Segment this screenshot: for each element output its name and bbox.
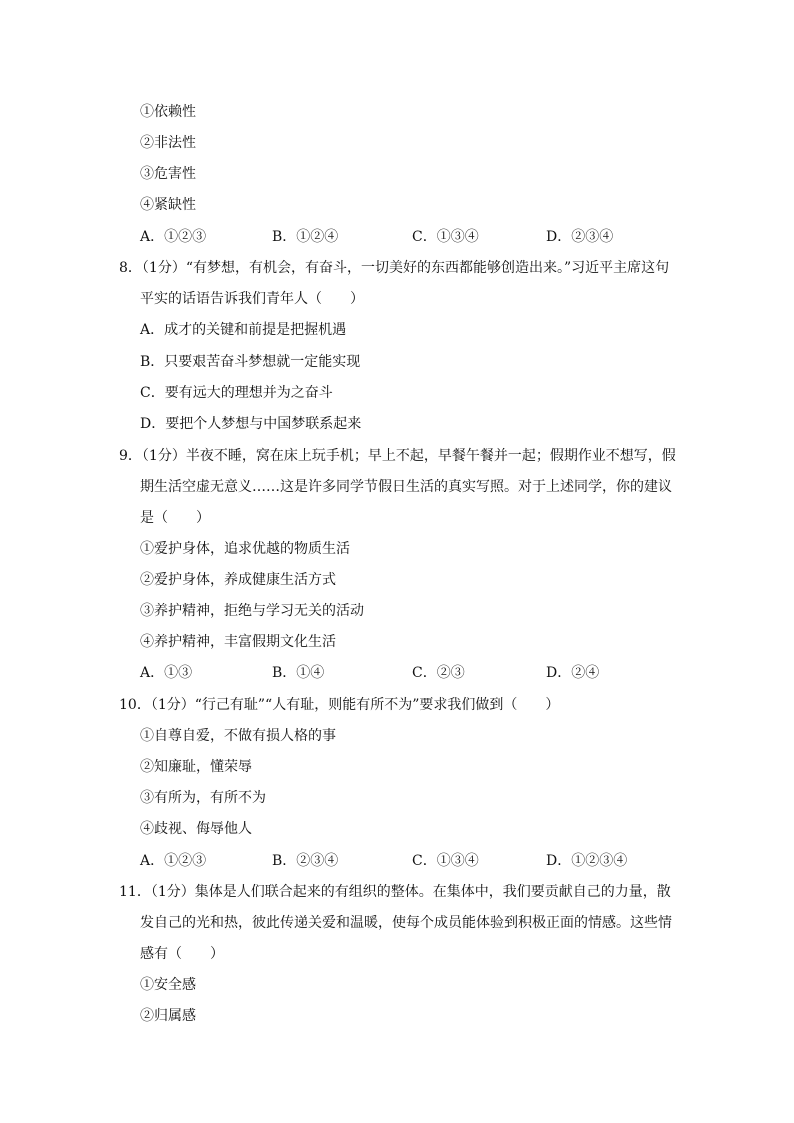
q11-stem-line-3: 感有（ ）	[140, 946, 224, 962]
q8-choice-d: D．要把个人梦想与中国梦联系起来	[140, 416, 362, 432]
q10-stem-line-1: 10．（1分）“行己有耻”“人有耻，则能有所不为”要求我们做到（ ）	[119, 697, 560, 713]
q7-option-a: A．①②③	[140, 229, 207, 245]
q9-option-b: B．①④	[272, 665, 325, 681]
q10-item-1: ①自尊自爱，不做有损人格的事	[140, 728, 336, 744]
q7-item-3: ③危害性	[140, 166, 196, 182]
q11-item-2: ②归属感	[140, 1008, 196, 1024]
q7-option-c: C．①③④	[412, 229, 479, 245]
q11-stem-line-1: 11．（1分）集体是人们联合起来的有组织的整体。在集体中，我们要贡献自己的力量，散	[119, 884, 671, 900]
q8-stem-line-1: 8．（1分）“有梦想，有机会，有奋斗，一切美好的东西都能够创造出来。”习近平主席这句	[119, 260, 670, 276]
q7-options	[0, 227, 794, 247]
q10-option-d: D．①②③④	[546, 853, 628, 869]
q8-stem-line-2: 平实的话语告诉我们青年人（ ）	[140, 291, 364, 307]
q10-option-a: A．①②③	[140, 853, 207, 869]
q9-stem-line-2: 期生活空虚无意义……这是许多同学节假日生活的真实写照。对于上述同学，你的建议	[140, 479, 672, 495]
q9-item-4: ④养护精神，丰富假期文化生活	[140, 634, 336, 650]
q7-item-2: ②非法性	[140, 135, 196, 151]
q9-stem-line-1: 9．（1分）半夜不睡，窝在床上玩手机；早上不起，早餐午餐并一起；假期作业不想写，假	[119, 448, 676, 464]
q10-item-4: ④歧视、侮辱他人	[140, 821, 252, 837]
q7-option-d: D．②③④	[546, 229, 614, 245]
q10-option-b: B．②③④	[272, 853, 339, 869]
q8-choice-c: C．要有远大的理想并为之奋斗	[140, 385, 333, 401]
q11-item-1: ①安全感	[140, 977, 196, 993]
q9-option-a: A．①③	[140, 665, 193, 681]
q9-item-3: ③养护精神，拒绝与学习无关的活动	[140, 603, 364, 619]
q7-item-4: ④紧缺性	[140, 197, 196, 213]
q9-stem-line-3: 是（ ）	[140, 510, 210, 526]
q10-item-2: ②知廉耻，懂荣辱	[140, 759, 252, 775]
q9-item-2: ②爱护身体，养成健康生活方式	[140, 572, 336, 588]
q7-item-1: ①依赖性	[140, 104, 196, 120]
q7-option-b: B．①②④	[272, 229, 339, 245]
q9-option-c: C．②③	[412, 665, 465, 681]
q9-option-d: D．②④	[546, 665, 600, 681]
q9-options	[0, 663, 794, 683]
q10-option-c: C．①③④	[412, 853, 479, 869]
q8-choice-b: B．只要艰苦奋斗梦想就一定能实现	[140, 354, 361, 370]
q8-choice-a: A．成才的关键和前提是把握机遇	[140, 322, 347, 338]
q10-item-3: ③有所为，有所不为	[140, 790, 266, 806]
q10-options	[0, 851, 794, 871]
q11-stem-line-2: 发自己的光和热，彼此传递关爱和温暖，使每个成员能体验到积极正面的情感。这些情	[140, 915, 672, 931]
q9-item-1: ①爱护身体，追求优越的物质生活	[140, 541, 350, 557]
